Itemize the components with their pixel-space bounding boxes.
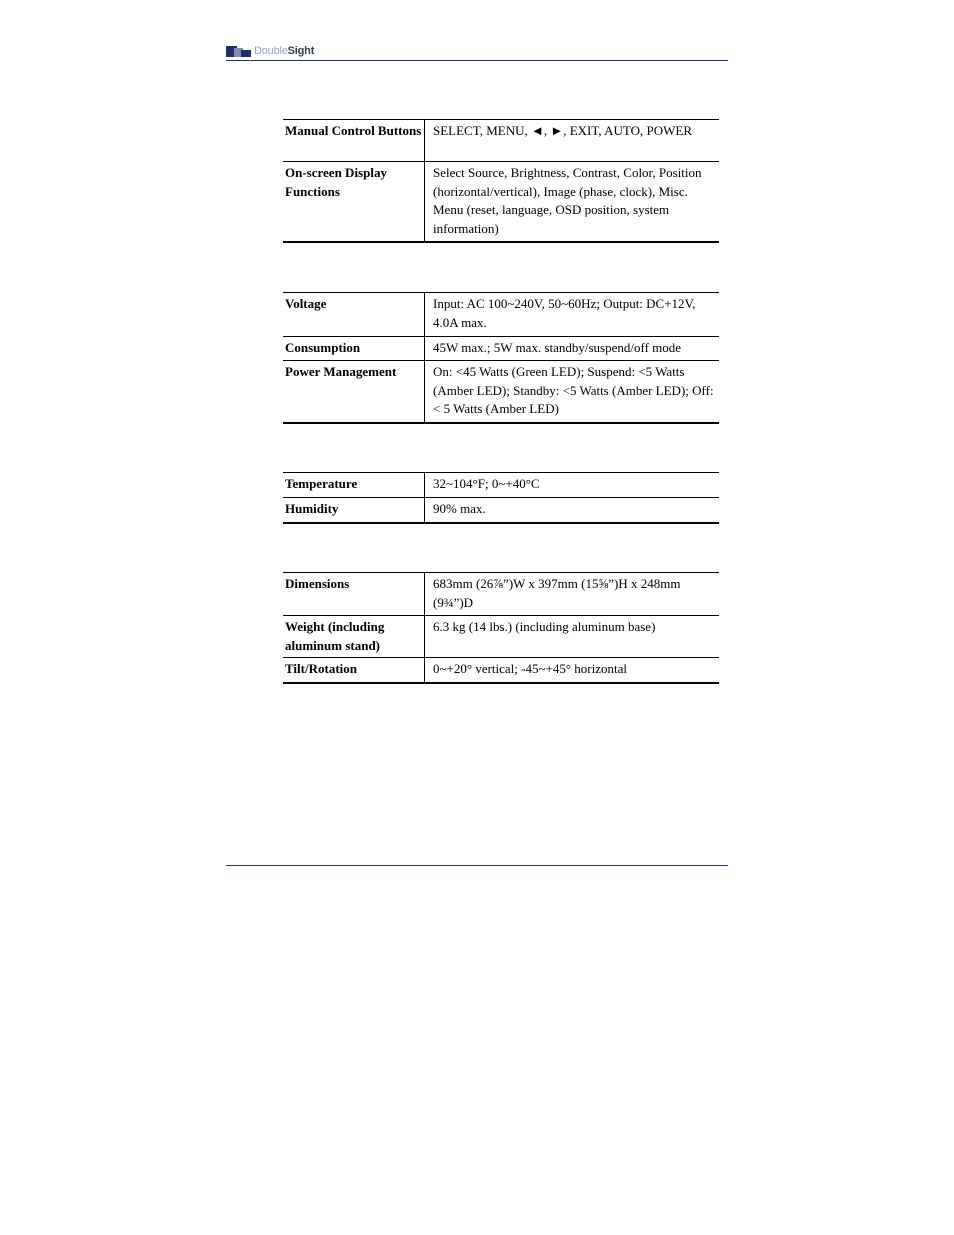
spec-value: 45W max.; 5W max. standby/suspend/off mode [433, 340, 682, 355]
spec-value: 32~104°F; 0~+40°C [433, 476, 540, 491]
page-header [226, 40, 728, 61]
table-row [283, 120, 719, 162]
table-row [283, 616, 719, 658]
doublesight-logo [226, 43, 314, 58]
spec-value: 0~+20° vertical; -45~+45° horizontal [433, 661, 627, 676]
spec-label: Temperature [283, 473, 425, 498]
spec-label: Tilt/Rotation [283, 658, 425, 683]
table-row [283, 498, 719, 523]
spec-value: Input: AC 100~240V, 50~60Hz; Output: DC+12V, 4.0A max. [433, 296, 696, 330]
physical-spec-table [283, 572, 719, 684]
table-row [283, 361, 719, 423]
table-row [283, 573, 719, 616]
table-row [283, 473, 719, 498]
spec-label: Voltage [283, 293, 425, 337]
spec-value: SELECT, MENU, ◄, ►, EXIT, AUTO, POWER [433, 123, 692, 138]
spec-label: Manual Control Buttons [283, 120, 425, 162]
spec-label: Consumption [283, 337, 425, 361]
spec-label: Power Management [283, 361, 425, 423]
table-row [283, 658, 719, 683]
spec-value: 683mm (26⅞”)W x 397mm (15⅝”)H x 248mm (9¾”)D [433, 576, 681, 610]
table-row [283, 337, 719, 361]
environment-spec-table [283, 472, 719, 524]
spec-value: 6.3 kg (14 lbs.) (including aluminum base) [433, 619, 656, 634]
table-row [283, 162, 719, 242]
spec-value: 90% max. [433, 501, 486, 516]
logo-wordmark: DoubleSight [254, 44, 315, 57]
footer-rule [226, 865, 728, 866]
power-spec-table [283, 292, 719, 424]
header-rule [226, 60, 728, 61]
logo-icon [226, 45, 251, 57]
spec-value: On: <45 Watts (Green LED); Suspend: <5 Watts (Amber LED); Standby: <5 Watts (Amber LED); Off: < 5 Watts (Amber LED) [433, 364, 714, 416]
spec-label: Dimensions [283, 573, 425, 616]
spec-value: Select Source, Brightness, Contrast, Color, Position (horizontal/vertical), Image (phase, clock), Misc. Menu (reset, language, OSD position, system information) [433, 165, 702, 236]
table-row [283, 293, 719, 337]
spec-label: On-screen Display Functions [283, 162, 425, 242]
spec-label: Humidity [283, 498, 425, 523]
controls-spec-table [283, 119, 719, 243]
spec-label: Weight (including aluminum stand) [283, 616, 425, 658]
